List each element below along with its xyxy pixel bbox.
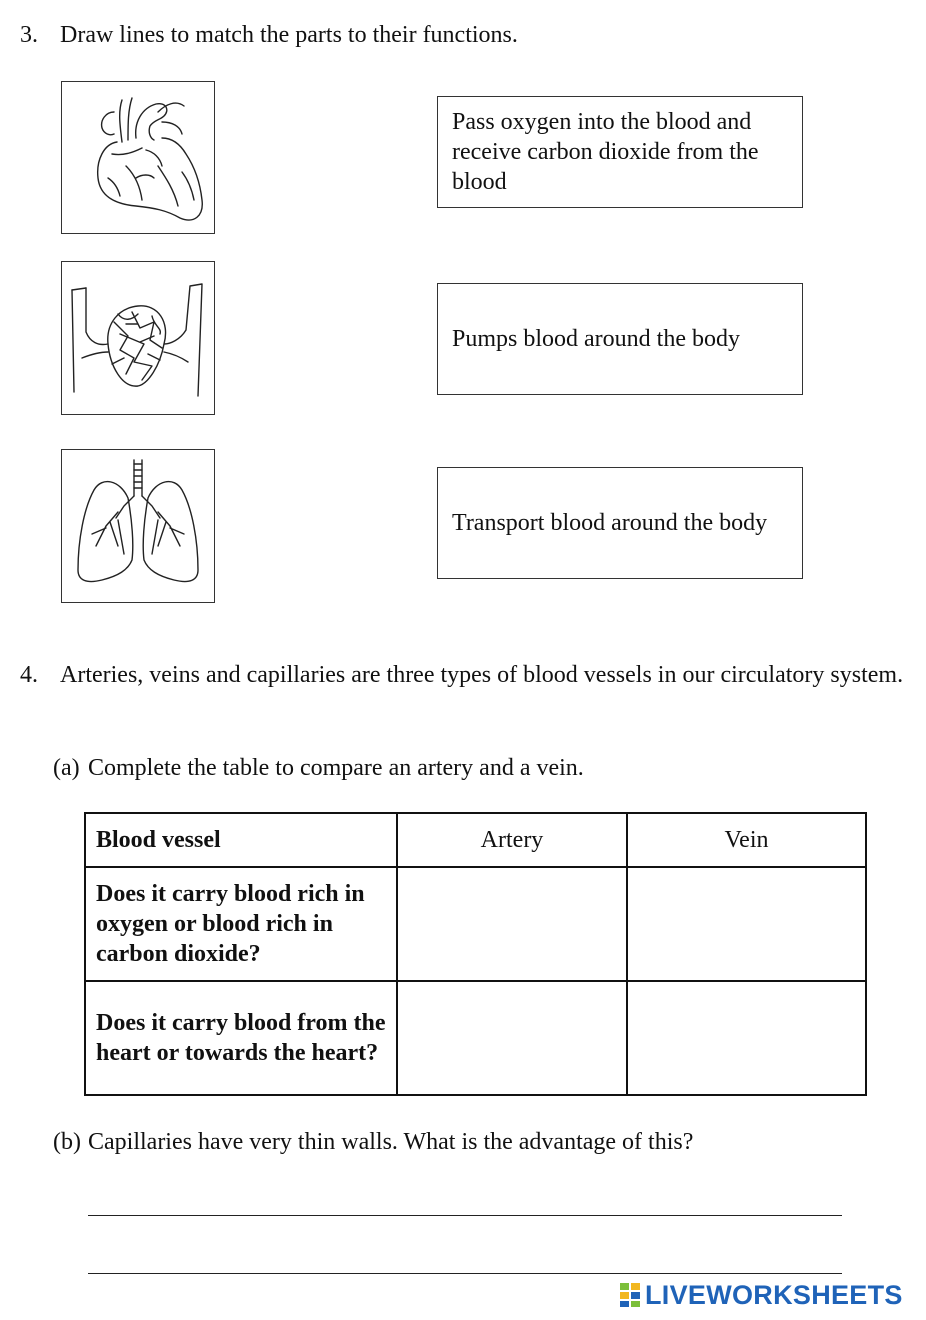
vein-direction-answer-cell[interactable] (627, 981, 866, 1095)
function-box-2[interactable] (437, 283, 803, 395)
lungs-image[interactable] (61, 449, 215, 603)
logo-text: LIVEWORKSHEETS (645, 1279, 903, 1310)
question-4-number: 4. (20, 662, 38, 688)
row-question-direction: Does it carry blood from the heart or towards the heart? (85, 981, 397, 1095)
artery-direction-answer-cell[interactable] (397, 981, 627, 1095)
table-header-row (85, 813, 866, 867)
function-text-3: Transport blood around the body (452, 510, 768, 536)
function-text-2: Pumps blood around the body (452, 326, 740, 352)
capillary-image[interactable] (61, 261, 215, 415)
liveworksheets-logo[interactable] (619, 1280, 903, 1310)
question-3-number: 3. (20, 22, 38, 48)
part-a-text: Complete the table to compare an artery and a vein. (88, 755, 584, 781)
comparison-table (84, 812, 867, 1096)
lungs-icon (62, 450, 214, 602)
function-box-1[interactable] (437, 96, 803, 208)
heart-image[interactable] (61, 81, 215, 234)
part-b-label: (b) (53, 1129, 81, 1155)
part-b-text: Capillaries have very thin walls. What is the advantage of this? (88, 1129, 694, 1155)
table-row (85, 981, 866, 1095)
question-4-prompt: Arteries, veins and capillaries are three types of blood vessels in our circulatory system. (60, 662, 904, 688)
header-vein: Vein (627, 813, 866, 867)
capillary-network-icon (62, 262, 214, 414)
artery-oxygen-answer-cell[interactable] (397, 867, 627, 981)
liveworksheets-logo-icon (619, 1282, 641, 1308)
row-question-oxygen: Does it carry blood rich in oxygen or blood rich in carbon dioxide? (85, 867, 397, 981)
vein-oxygen-answer-cell[interactable] (627, 867, 866, 981)
part-a-label: (a) (53, 755, 80, 781)
header-artery: Artery (397, 813, 627, 867)
answer-line-2[interactable] (88, 1273, 842, 1274)
table-row (85, 867, 866, 981)
header-blood-vessel: Blood vessel (85, 813, 397, 867)
function-box-3[interactable] (437, 467, 803, 579)
question-3-prompt: Draw lines to match the parts to their functions. (60, 22, 518, 48)
function-text-1: Pass oxygen into the blood and receive carbon dioxide from the blood (452, 109, 759, 195)
heart-icon (62, 82, 214, 233)
answer-line-1[interactable] (88, 1215, 842, 1216)
